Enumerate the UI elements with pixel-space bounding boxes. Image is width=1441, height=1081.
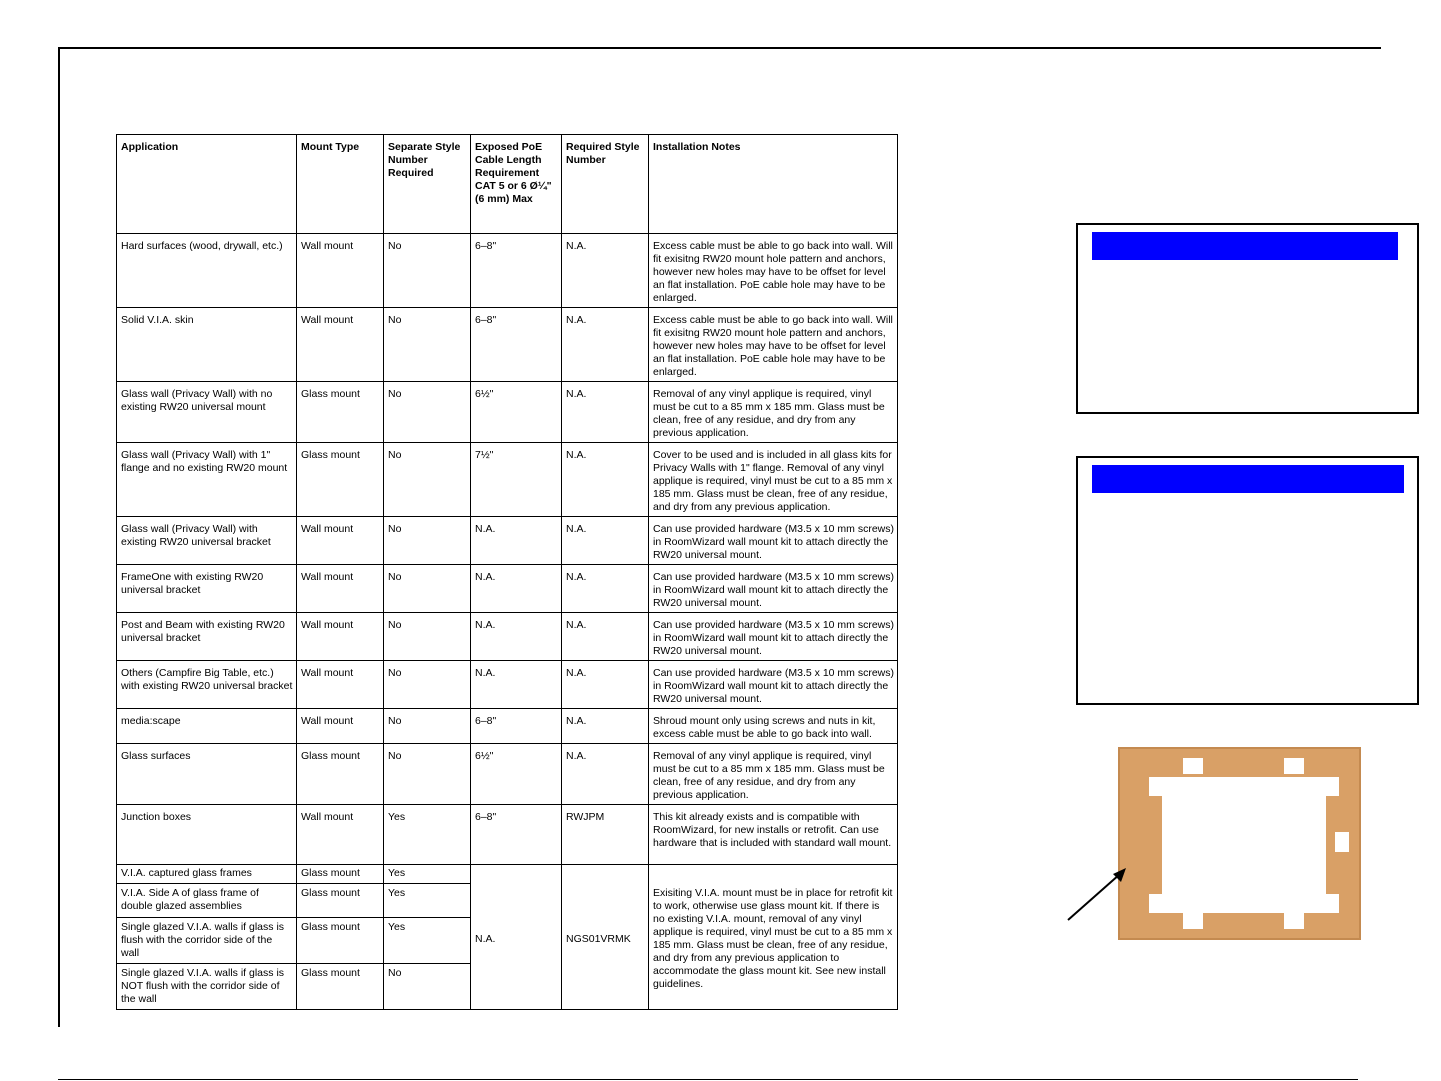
cell-mount-type: Wall mount — [297, 234, 384, 308]
cell-notes: Shroud mount only using screws and nuts in kit, excess cable must be able to go back into wall. — [649, 709, 898, 744]
bracket-slot — [1284, 758, 1304, 774]
callout-box-bottom — [1076, 456, 1419, 705]
cell-application: media:scape — [117, 709, 297, 744]
header-cable-length: Exposed PoE Cable Length Requirement CAT 5 or 6 Ø¼" (6 mm) Max — [471, 135, 562, 234]
cell-separate-style: No — [384, 308, 471, 382]
cell-required-style: N.A. — [562, 565, 649, 613]
cell-application: V.I.A. captured glass frames — [117, 865, 297, 884]
cell-notes: This kit already exists and is compatible with RoomWizard, for new installs or retrofit. Can use hardware that is included with standard wall mount. — [649, 805, 898, 865]
callout-header-bar — [1092, 465, 1404, 493]
bracket-slot — [1149, 894, 1339, 913]
cell-separate-style: Yes — [384, 805, 471, 865]
cell-application: Solid V.I.A. skin — [117, 308, 297, 382]
cell-separate-style: No — [384, 964, 471, 1010]
header-separate-style: Separate Style Number Required — [384, 135, 471, 234]
cell-required-style: N.A. — [562, 709, 649, 744]
mount-bracket-illustration — [1117, 744, 1362, 943]
cell-cable-length: 6–8" — [471, 308, 562, 382]
pointer-arrow-icon — [1064, 864, 1130, 924]
cell-cable-length: 6½" — [471, 744, 562, 805]
bracket-slot — [1149, 777, 1339, 796]
cell-notes: Can use provided hardware (M3.5 x 10 mm screws) in RoomWizard wall mount kit to attach directly the RW20 universal mount. — [649, 565, 898, 613]
cell-mount-type: Glass mount — [297, 918, 384, 964]
cell-cable-length: N.A. — [471, 661, 562, 709]
table-row — [117, 709, 898, 744]
bracket-slot — [1284, 913, 1304, 929]
callout-header-bar — [1092, 232, 1398, 260]
cell-cable-length: 6–8" — [471, 805, 562, 865]
cell-mount-type: Glass mount — [297, 382, 384, 443]
cell-application: Glass wall (Privacy Wall) with no existing RW20 universal mount — [117, 382, 297, 443]
cell-mount-type: Wall mount — [297, 308, 384, 382]
cell-application: FrameOne with existing RW20 universal bracket — [117, 565, 297, 613]
bottom-rule — [58, 1079, 1358, 1080]
cell-separate-style: No — [384, 613, 471, 661]
cell-required-style: N.A. — [562, 234, 649, 308]
table-row — [117, 744, 898, 805]
cell-mount-type: Wall mount — [297, 565, 384, 613]
cell-separate-style: No — [384, 382, 471, 443]
cell-notes: Exisiting V.I.A. mount must be in place for retrofit kit to work, otherwise use glass mount kit. If there is no existing V.I.A. mount, removal of any vinyl applique is required, vinyl must be cut to a 85 mm x 185 mm. Glass must be clean, free of any residue, and dry from any previous application to accommodate the glass mount kit. See new install guidelines. — [649, 865, 898, 1010]
table-row — [117, 443, 898, 517]
cell-application: Glass wall (Privacy Wall) with existing RW20 universal bracket — [117, 517, 297, 565]
cell-notes: Can use provided hardware (M3.5 x 10 mm screws) in RoomWizard wall mount kit to attach directly the RW20 universal mount. — [649, 661, 898, 709]
cell-required-style: N.A. — [562, 308, 649, 382]
cell-mount-type: Glass mount — [297, 443, 384, 517]
cell-mount-type: Wall mount — [297, 661, 384, 709]
bracket-slot — [1335, 832, 1349, 852]
bracket-slot — [1183, 913, 1203, 929]
top-rule — [58, 47, 1381, 49]
cell-cable-length: 6½" — [471, 382, 562, 443]
header-installation-notes: Installation Notes — [649, 135, 898, 234]
left-rule — [58, 47, 60, 1027]
cell-cable-length: 6–8" — [471, 234, 562, 308]
cell-application: Single glazed V.I.A. walls if glass is flush with the corridor side of the wall — [117, 918, 297, 964]
table-row — [117, 234, 898, 308]
cell-required-style: RWJPM — [562, 805, 649, 865]
cell-cable-length: 7½" — [471, 443, 562, 517]
cell-required-style: NGS01VRMK — [562, 865, 649, 1010]
cell-separate-style: Yes — [384, 918, 471, 964]
cell-separate-style: No — [384, 661, 471, 709]
header-required-style: Required Style Number — [562, 135, 649, 234]
cell-notes: Can use provided hardware (M3.5 x 10 mm screws) in RoomWizard wall mount kit to attach directly the RW20 universal mount. — [649, 517, 898, 565]
cell-required-style: N.A. — [562, 443, 649, 517]
cell-required-style: N.A. — [562, 517, 649, 565]
cell-notes: Can use provided hardware (M3.5 x 10 mm screws) in RoomWizard wall mount kit to attach directly the RW20 universal mount. — [649, 613, 898, 661]
callout-box-top — [1076, 223, 1419, 414]
cell-application: Others (Campfire Big Table, etc.) with existing RW20 universal bracket — [117, 661, 297, 709]
cell-mount-type: Glass mount — [297, 865, 384, 884]
cell-separate-style: No — [384, 744, 471, 805]
cell-application: Hard surfaces (wood, drywall, etc.) — [117, 234, 297, 308]
cell-application: V.I.A. Side A of glass frame of double glazed assemblies — [117, 884, 297, 918]
cell-notes: Cover to be used and is included in all glass kits for Privacy Walls with 1" flange. Removal of any vinyl applique is required, vinyl must be cut to a 85 mm x 185 mm. Glass must be clean, free of any residue, and dry from any previous application. — [649, 443, 898, 517]
table-row — [117, 565, 898, 613]
table-row — [117, 613, 898, 661]
cell-mount-type: Glass mount — [297, 884, 384, 918]
table-row — [117, 865, 898, 884]
cell-application: Post and Beam with existing RW20 universal bracket — [117, 613, 297, 661]
bracket-window — [1162, 796, 1326, 894]
cell-separate-style: Yes — [384, 884, 471, 918]
cell-mount-type: Wall mount — [297, 805, 384, 865]
cell-application: Glass wall (Privacy Wall) with 1" flange and no existing RW20 mount — [117, 443, 297, 517]
cell-application: Junction boxes — [117, 805, 297, 865]
cell-cable-length: N.A. — [471, 613, 562, 661]
cell-separate-style: Yes — [384, 865, 471, 884]
cell-mount-type: Wall mount — [297, 613, 384, 661]
table-row — [117, 517, 898, 565]
cell-mount-type: Glass mount — [297, 964, 384, 1010]
cell-application: Glass surfaces — [117, 744, 297, 805]
cell-required-style: N.A. — [562, 661, 649, 709]
cell-mount-type: Wall mount — [297, 517, 384, 565]
cell-notes: Excess cable must be able to go back into wall. Will fit exisitng RW20 mount hole pattern and anchors, however new holes may have to be offset for level an flat installation. PoE cable hole may have to be enlarged. — [649, 234, 898, 308]
cell-application: Single glazed V.I.A. walls if glass is NOT flush with the corridor side of the wall — [117, 964, 297, 1010]
cell-cable-length: 6–8" — [471, 709, 562, 744]
table-row — [117, 805, 898, 865]
header-application: Application — [117, 135, 297, 234]
cell-required-style: N.A. — [562, 613, 649, 661]
cell-separate-style: No — [384, 443, 471, 517]
cell-separate-style: No — [384, 565, 471, 613]
table-row — [117, 661, 898, 709]
mount-spec-table — [116, 134, 898, 1010]
cell-notes: Removal of any vinyl applique is required, vinyl must be cut to a 85 mm x 185 mm. Glass must be clean, free of any residue, and dry from any previous application. — [649, 744, 898, 805]
table-row — [117, 382, 898, 443]
cell-separate-style: No — [384, 234, 471, 308]
header-mount-type: Mount Type — [297, 135, 384, 234]
cell-required-style: N.A. — [562, 382, 649, 443]
cell-mount-type: Wall mount — [297, 709, 384, 744]
cell-cable-length: N.A. — [471, 565, 562, 613]
header-row — [117, 135, 898, 234]
table-row — [117, 308, 898, 382]
bracket-slot — [1183, 758, 1203, 774]
cell-cable-length: N.A. — [471, 517, 562, 565]
cell-notes: Removal of any vinyl applique is required, vinyl must be cut to a 85 mm x 185 mm. Glass must be clean, free of any residue, and dry from any previous application. — [649, 382, 898, 443]
cell-cable-length: N.A. — [471, 865, 562, 1010]
cell-separate-style: No — [384, 709, 471, 744]
cell-notes: Excess cable must be able to go back into wall. Will fit exisitng RW20 mount hole pattern and anchors, however new holes may have to be offset for level an flat installation. PoE cable hole may have to be enlarged. — [649, 308, 898, 382]
cell-required-style: N.A. — [562, 744, 649, 805]
cell-separate-style: No — [384, 517, 471, 565]
cell-mount-type: Glass mount — [297, 744, 384, 805]
